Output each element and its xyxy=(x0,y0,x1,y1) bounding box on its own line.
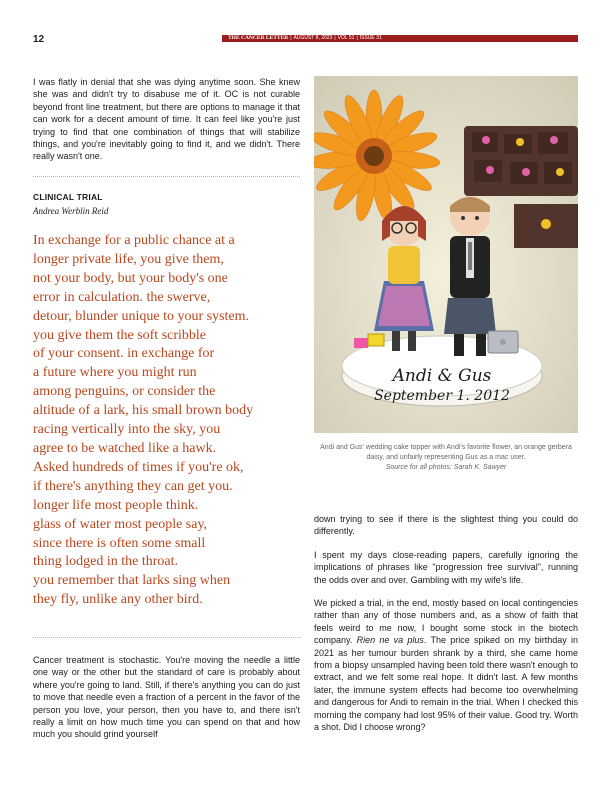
right-text-block xyxy=(314,513,578,734)
poem-line: glass of water most people say, xyxy=(33,516,208,532)
poem xyxy=(33,232,313,610)
poem-line: longer life most people think. xyxy=(33,497,199,513)
poem-line: In exchange for a public chance at a xyxy=(33,233,235,248)
poem-line: altitude of a lark, his small brown body xyxy=(33,403,254,419)
poem-line: not your body, but your body's one xyxy=(33,270,228,286)
volume-number: VOL 51 xyxy=(337,35,355,41)
intro-block xyxy=(33,76,300,163)
masthead-bar: THE CANCER LETTER | AUGUST 8, 2023 | VOL 51 | ISSUE 31 xyxy=(222,35,578,42)
photo-credit: Source for all photos: Sarah K. Sawyer xyxy=(385,464,507,471)
right-paragraph-3 xyxy=(314,597,578,733)
intro-paragraph: I was flatly in denial that she was dying anytime soon. She knew she was and didn't try to disabuse me of it. OC is not curable beyond front line treatment, but there are options to manage it that can work for a decent amount of time. It can feel like you're just trying to find that one combination of things that will stabilize things, and you're inevitably going to find it, and we didn't. There really wasn't one. xyxy=(33,77,300,162)
issue-date: AUGUST 8, 2023 xyxy=(293,35,333,41)
p3-end: . The price spiked on my birthday in 2021 as her tumour burden shrank by a third, she came home from a biopsy unsampled having been told there wasn't enough to extract, and we felt some real hope. It didn't last. A few months later, the immune system effects had become too overwhelming and dangerous for Andi to remain in the trial. When I checked this morning the company had lost 95% of their value. Good try. Worth a shot. Did I choose wrong? xyxy=(314,635,579,733)
topper-date: September 1. 2012 xyxy=(374,388,510,404)
closing-block xyxy=(33,654,300,741)
topper-names: Andi & Gus xyxy=(392,366,492,386)
page-number: 12 xyxy=(33,34,45,45)
poem-line: you remember that larks sing when xyxy=(33,573,231,589)
right-paragraph-2: I spent my days close-reading papers, carefully ignoring the implications of phrases like "progression free survival", running the odds over and over. Gambling with my wife's life. xyxy=(314,549,578,585)
cake-topper-illustration xyxy=(314,76,578,433)
poem-line: detour, blunder unique to your system. xyxy=(33,308,250,324)
poem-line: Asked hundreds of times if you're ok, xyxy=(33,459,244,475)
p3-italic-phrase: Rien ne va plus xyxy=(356,635,424,646)
poem-line: a future where you might run xyxy=(33,365,197,381)
poem-line: agree to be watched like a hawk. xyxy=(33,440,217,456)
poem-line: racing vertically into the sky, you xyxy=(33,422,221,438)
publication-name: THE CANCER LETTER xyxy=(228,35,289,41)
poem-line: of your consent. in exchange for xyxy=(33,346,215,362)
issue-number: ISSUE 31 xyxy=(359,35,382,41)
closing-paragraph: Cancer treatment is stochastic. You're moving the needle a little one way or the other but the standard of care is probably about where you're going to land. Still, if there's anything you can do just to move that needle even a fraction of a percent in the favor of the person you love, your person, then you have to, and there isn't really a limit on how much time you can spend on that and how much you should grind yourself xyxy=(33,655,300,740)
poem-author: Andrea Werblin Reid xyxy=(33,206,109,216)
poem-line: longer private life, you give them, xyxy=(33,251,224,267)
poem-line: if there's anything they can get you. xyxy=(33,478,233,494)
poem-line: among penguins, or consider the xyxy=(33,384,216,400)
poem-line: thing lodged in the throat. xyxy=(33,554,179,570)
poem-line: since there is often some small xyxy=(33,535,206,551)
divider-bottom xyxy=(33,637,300,638)
poem-line: error in calculation. the swerve, xyxy=(33,289,211,305)
divider-top xyxy=(33,176,300,177)
p3-start: We picked a trial, in the end, mostly based on local contingencies rather than any of those numbers and, as a show of faith that feels weird to me now, I bought some stock in the biotech company. xyxy=(314,598,578,646)
caption-text: Andi and Gus' wedding cake topper with Andi's favorite flower, an orange gerbera daisy, and unfairly representing Gus as a mac user. xyxy=(320,444,572,461)
right-paragraph-1: down trying to see if there is the slightest thing you could do differently. xyxy=(314,514,578,537)
wedding-cake-topper-photo xyxy=(314,76,578,433)
poem-line: they fly, unlike any other bird. xyxy=(33,592,203,608)
section-label: CLINICAL TRIAL xyxy=(33,192,103,202)
poem-line: you give them the soft scribble xyxy=(33,327,207,343)
photo-caption xyxy=(314,443,578,473)
